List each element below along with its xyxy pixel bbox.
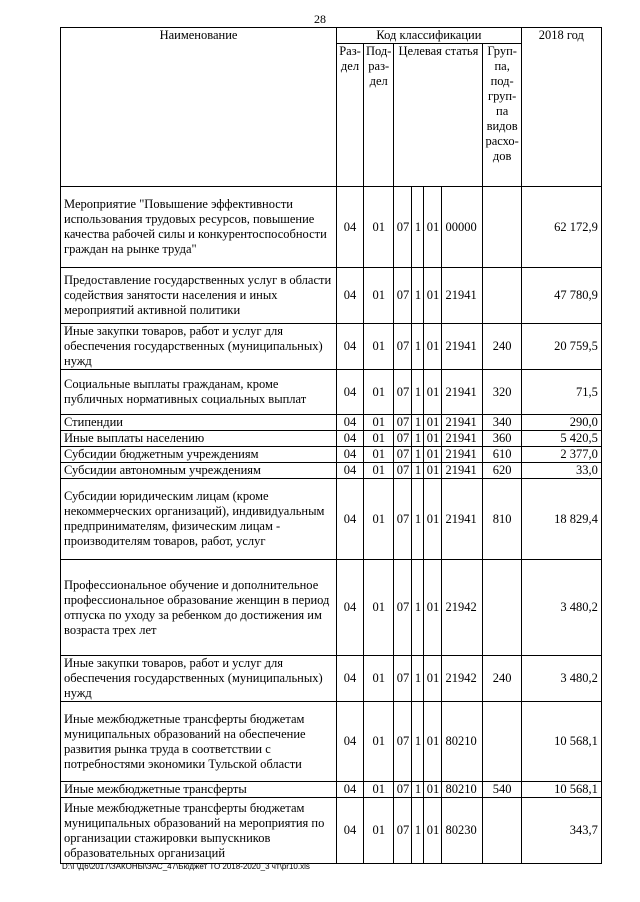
cell-t3: 01 (424, 447, 442, 463)
cell-t4: 21941 (442, 268, 483, 324)
cell-t1: 07 (394, 431, 412, 447)
cell-pr: 01 (364, 268, 394, 324)
cell-vr (483, 702, 521, 782)
cell-rz: 04 (337, 798, 364, 864)
table-row (61, 447, 602, 463)
cell-vr: 240 (483, 324, 521, 370)
cell-t3: 01 (424, 782, 442, 798)
cell-t3: 01 (424, 798, 442, 864)
cell-t1: 07 (394, 268, 412, 324)
cell-rz: 04 (337, 479, 364, 560)
cell-sum: 5 420,5 (521, 431, 601, 447)
page-number: 28 (314, 12, 326, 26)
header-razdel: Раз-дел (337, 44, 364, 187)
cell-t2: 1 (412, 415, 424, 431)
cell-t1: 07 (394, 370, 412, 415)
cell-t1: 07 (394, 479, 412, 560)
cell-t1: 07 (394, 782, 412, 798)
cell-sum: 71,5 (521, 370, 601, 415)
cell-pr: 01 (364, 463, 394, 479)
cell-vr: 810 (483, 479, 521, 560)
cell-t2: 1 (412, 656, 424, 702)
cell-pr: 01 (364, 798, 394, 864)
table-row (61, 187, 602, 268)
cell-t2: 1 (412, 798, 424, 864)
cell-sum: 10 568,1 (521, 702, 601, 782)
cell-t4: 21941 (442, 447, 483, 463)
cell-t2: 1 (412, 431, 424, 447)
cell-t3: 01 (424, 268, 442, 324)
budget-table (60, 27, 602, 864)
cell-rz: 04 (337, 370, 364, 415)
table-row (61, 479, 602, 560)
cell-sum: 3 480,2 (521, 656, 601, 702)
cell-t4: 21941 (442, 431, 483, 447)
cell-vr: 360 (483, 431, 521, 447)
cell-name: Социальные выплаты гражданам, кроме публичных нормативных социальных выплат (61, 370, 337, 415)
cell-t2: 1 (412, 463, 424, 479)
cell-rz: 04 (337, 656, 364, 702)
cell-name: Предоставление государственных услуг в области содействия занятости населения и иных мероприятий активной политики (61, 268, 337, 324)
cell-pr: 01 (364, 370, 394, 415)
cell-t2: 1 (412, 324, 424, 370)
table-row (61, 702, 602, 782)
cell-t2: 1 (412, 782, 424, 798)
cell-rz: 04 (337, 560, 364, 656)
table-row (61, 656, 602, 702)
cell-vr (483, 187, 521, 268)
cell-sum: 62 172,9 (521, 187, 601, 268)
cell-t2: 1 (412, 268, 424, 324)
cell-t3: 01 (424, 431, 442, 447)
cell-sum: 10 568,1 (521, 782, 601, 798)
cell-t3: 01 (424, 187, 442, 268)
cell-pr: 01 (364, 447, 394, 463)
cell-pr: 01 (364, 187, 394, 268)
cell-pr: 01 (364, 702, 394, 782)
cell-t1: 07 (394, 656, 412, 702)
cell-sum: 18 829,4 (521, 479, 601, 560)
cell-t3: 01 (424, 560, 442, 656)
cell-sum: 33,0 (521, 463, 601, 479)
cell-vr: 620 (483, 463, 521, 479)
table-row (61, 560, 602, 656)
cell-t1: 07 (394, 447, 412, 463)
cell-t2: 1 (412, 479, 424, 560)
cell-t2: 1 (412, 560, 424, 656)
cell-t4: 21941 (442, 370, 483, 415)
cell-name: Профессиональное обучение и дополнительное профессиональное образование женщин в период отпуска по уходу за ребенком до достижения им возраста трех лет (61, 560, 337, 656)
cell-t1: 07 (394, 798, 412, 864)
cell-vr (483, 560, 521, 656)
table-row (61, 268, 602, 324)
cell-sum: 3 480,2 (521, 560, 601, 656)
cell-rz: 04 (337, 268, 364, 324)
table-row (61, 463, 602, 479)
cell-rz: 04 (337, 447, 364, 463)
cell-t1: 07 (394, 463, 412, 479)
cell-sum: 343,7 (521, 798, 601, 864)
cell-t4: 21941 (442, 324, 483, 370)
cell-vr: 610 (483, 447, 521, 463)
cell-pr: 01 (364, 415, 394, 431)
cell-sum: 290,0 (521, 415, 601, 431)
header-target: Целевая статья (394, 44, 483, 187)
cell-t3: 01 (424, 324, 442, 370)
cell-t4: 80230 (442, 798, 483, 864)
cell-name: Субсидии автономным учреждениям (61, 463, 337, 479)
cell-sum: 2 377,0 (521, 447, 601, 463)
cell-t2: 1 (412, 702, 424, 782)
cell-t4: 21942 (442, 560, 483, 656)
cell-pr: 01 (364, 324, 394, 370)
cell-name: Иные межбюджетные трансферты бюджетам муниципальных образований на обеспечение развития рынка труда в соответствии с потребностями экономики Тульской области (61, 702, 337, 782)
cell-t3: 01 (424, 415, 442, 431)
header-group: Груп-па, под-груп-па видов расхо-дов (483, 44, 521, 187)
cell-vr (483, 268, 521, 324)
cell-pr: 01 (364, 782, 394, 798)
cell-t1: 07 (394, 702, 412, 782)
cell-name: Иные межбюджетные трансферты бюджетам муниципальных образований на мероприятия по организации стажировки выпускников образовательных организаций (61, 798, 337, 864)
cell-t1: 07 (394, 324, 412, 370)
cell-t4: 21942 (442, 656, 483, 702)
cell-rz: 04 (337, 431, 364, 447)
cell-name: Иные закупки товаров, работ и услуг для обеспечения государственных (муниципальных) нужд (61, 324, 337, 370)
cell-t4: 80210 (442, 782, 483, 798)
cell-name: Иные закупки товаров, работ и услуг для обеспечения государственных (муниципальных) нужд (61, 656, 337, 702)
cell-t4: 21941 (442, 463, 483, 479)
cell-name: Стипендии (61, 415, 337, 431)
cell-t3: 01 (424, 656, 442, 702)
cell-vr: 240 (483, 656, 521, 702)
cell-t3: 01 (424, 702, 442, 782)
cell-vr: 340 (483, 415, 521, 431)
cell-t2: 1 (412, 447, 424, 463)
cell-name: Субсидии юридическим лицам (кроме некоммерческих организаций), индивидуальным предпринимателям, физическим лицам - производителям товаров, работ, услуг (61, 479, 337, 560)
cell-name: Иные выплаты населению (61, 431, 337, 447)
cell-t3: 01 (424, 370, 442, 415)
table-row (61, 415, 602, 431)
cell-sum: 20 759,5 (521, 324, 601, 370)
table-row (61, 370, 602, 415)
cell-pr: 01 (364, 560, 394, 656)
cell-t2: 1 (412, 370, 424, 415)
cell-sum: 47 780,9 (521, 268, 601, 324)
header-classification: Код классификации (337, 28, 522, 44)
table-row (61, 798, 602, 864)
cell-t4: 21941 (442, 415, 483, 431)
cell-rz: 04 (337, 702, 364, 782)
cell-name: Иные межбюджетные трансферты (61, 782, 337, 798)
cell-vr: 540 (483, 782, 521, 798)
file-path-footer: D:\Г\Д6\2017\ЗАКОНЫ\ЗАС_47\Бюджет ТО 2018-2020_3 чт\pr10.xls (62, 862, 310, 871)
cell-rz: 04 (337, 415, 364, 431)
cell-t2: 1 (412, 187, 424, 268)
header-podrazdel: Под-раз-дел (364, 44, 394, 187)
cell-t4: 21941 (442, 479, 483, 560)
table-row (61, 324, 602, 370)
cell-pr: 01 (364, 656, 394, 702)
header-year: 2018 год (521, 28, 601, 187)
cell-t1: 07 (394, 560, 412, 656)
cell-pr: 01 (364, 479, 394, 560)
cell-pr: 01 (364, 431, 394, 447)
cell-t1: 07 (394, 415, 412, 431)
cell-rz: 04 (337, 782, 364, 798)
cell-t4: 80210 (442, 702, 483, 782)
cell-vr (483, 798, 521, 864)
cell-t4: 00000 (442, 187, 483, 268)
cell-rz: 04 (337, 463, 364, 479)
cell-t3: 01 (424, 479, 442, 560)
cell-t1: 07 (394, 187, 412, 268)
cell-t3: 01 (424, 463, 442, 479)
cell-rz: 04 (337, 187, 364, 268)
header-name: Наименование (61, 28, 337, 187)
cell-name: Субсидии бюджетным учреждениям (61, 447, 337, 463)
table-row (61, 431, 602, 447)
cell-name: Мероприятие "Повышение эффективности использования трудовых ресурсов, повышение качества рабочей силы и конкурентоспособности граждан на рынке труда" (61, 187, 337, 268)
cell-vr: 320 (483, 370, 521, 415)
table-row (61, 782, 602, 798)
cell-rz: 04 (337, 324, 364, 370)
